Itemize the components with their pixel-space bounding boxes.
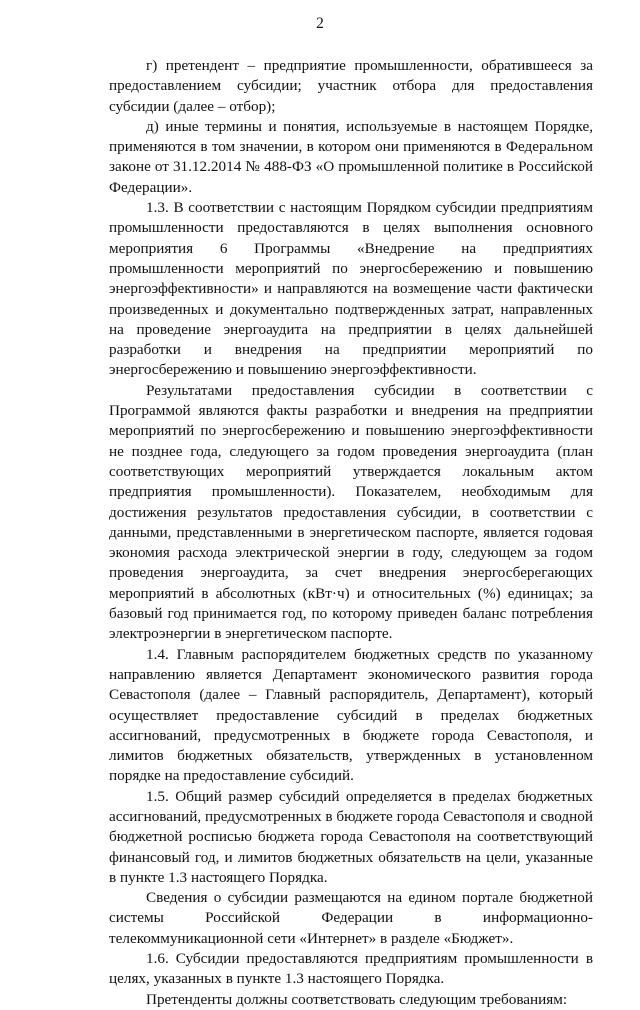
document-body — [109, 56, 593, 1010]
paragraph-subitem-g: г) претендент – предприятие промышленности, обратившееся за предоставлением субсидии; участник отбора для предоставления субсидии (далее – отбор); — [109, 57, 593, 115]
paragraph-subsidy-info: Сведения о субсидии размещаются на едином портале бюджетной системы Российской Федерации в информационно-телекоммуникационной сети «Интернет» в разделе «Бюджет». — [109, 889, 593, 947]
page-number: 2 — [316, 15, 324, 32]
paragraph-1-3: 1.3. В соответствии с настоящим Порядком субсидии предприятиям промышленности предоставляются в целях выполнения основного мероприятия 6 Программы «Внедрение на предприятиях промышленности мероприятий по энергосбережению и повышению энергоэффективности» и направляются на возмещение части фактически произведенных и документально подтвержденных затрат, направленных на проведение энергоаудита на предприятии в целях дальнейшей разработки и внедрения на предприятии мероприятий по энергосбережению и повышению энергоэффективности. — [109, 199, 593, 379]
paragraph-results: Результатами предоставления субсидии в соответствии с Программой являются факты разработки и внедрения на предприятии мероприятий по энергосбережению и повышению энергоэффективности не позднее года, следующего за годом проведения энергоаудита (план соответствующих мероприятий утверждается локальным актом предприятия промышленности). Показателем, необходимым для достижения результатов предоставления субсидии, в соответствии с данными, представленными в энергетическом паспорте, является годовая экономия расхода электрической энергии в году, следующем за годом проведения энергоаудита, за счет внедрения энергосберегающих мероприятий в абсолютных (кВт·ч) и относительных (%) единицах; за базовый год принимается год, по которому приведен баланс потребления электроэнергии в энергетическом паспорте. — [109, 381, 593, 643]
paragraph-1-6: 1.6. Субсидии предоставляются предприятиям промышленности в целях, указанных в пункте 1.3 настоящего Порядка. — [109, 950, 593, 988]
paragraph-requirements: Претенденты должны соответствовать следующим требованиям: — [146, 990, 568, 1008]
paragraph-1-5: 1.5. Общий размер субсидий определяется в пределах бюджетных ассигнований, предусмотренных в бюджете города Севастополя и сводной бюджетной росписью бюджета города Севастополя на соответствующий финансовый год, и лимитов бюджетных обязательств на цели, указанные в пункте 1.3 настоящего Порядка. — [109, 787, 593, 886]
paragraph-1-4: 1.4. Главным распорядителем бюджетных средств по указанному направлению является Департамент экономического развития города Севастополя (далее – Главный распорядитель, Департамент), который осуществляет предоставление субсидий в пределах бюджетных ассигнований, предусмотренных в бюджете города Севастополя, и лимитов бюджетных обязательств, утвержденных в установленном порядке на предоставление субсидий. — [109, 645, 593, 785]
paragraph-subitem-d: д) иные термины и понятия, используемые в настоящем Порядке, применяются в том значении, в котором они применяются в Федеральном законе от 31.12.2014 № 488-ФЗ «О промышленной политике в Российской Федерации». — [109, 117, 593, 196]
